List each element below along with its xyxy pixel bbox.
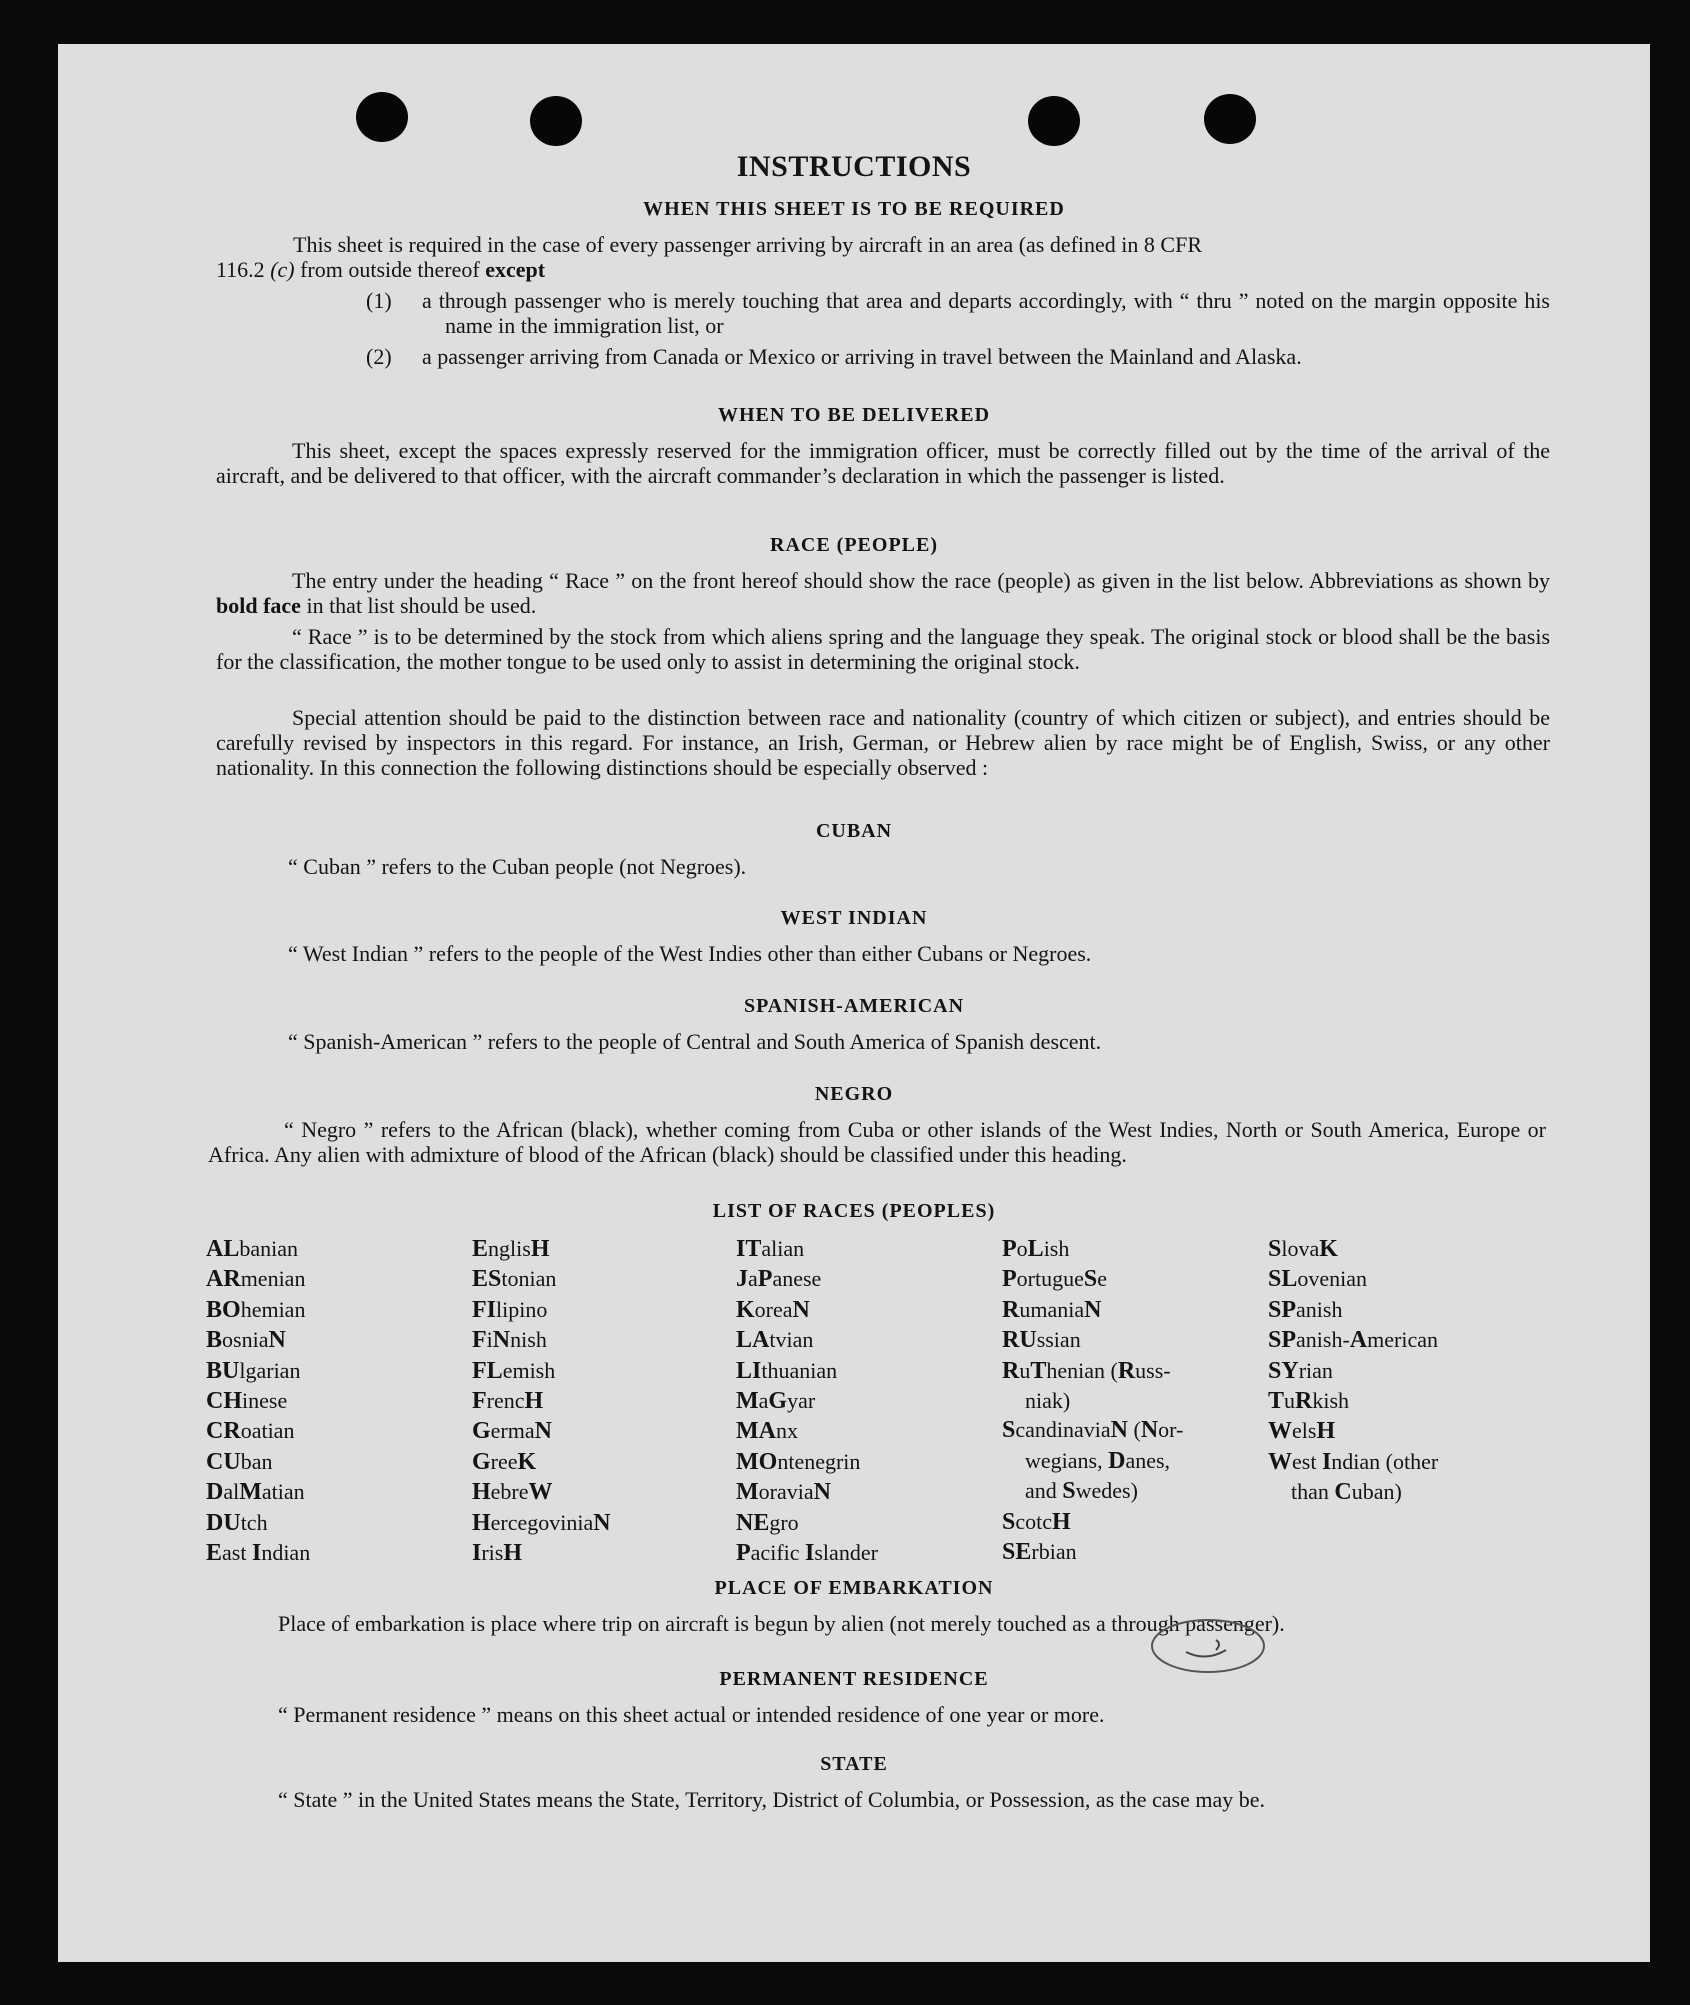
race-entry: HercegoviniaN: [472, 1509, 611, 1536]
heading-race: RACE (PEOPLE): [770, 534, 938, 556]
document-page: [58, 44, 1650, 1962]
race-entry: FrencH: [472, 1388, 544, 1415]
race-entry: East Indian: [206, 1540, 311, 1567]
spanish-american-text: “ Spanish-American ” refers to the people of Central and South America of Spanish descent.: [288, 1029, 1102, 1054]
race-entry: FLemish: [472, 1357, 556, 1384]
race-paragraph-3: Special attention should be paid to the distinction between race and nationality (country of which citizen or subject), and entries should be carefully revised by inspectors in this regard. For instance, an Irish, German, or Hebrew alien by race might be of English, Swiss, or any other nationality. In this connection the following distinctions should be especially observed :: [216, 705, 1550, 780]
race-entry: GermaN: [472, 1418, 552, 1445]
race-entry: NEgro: [736, 1509, 799, 1536]
race-column-3: [736, 1234, 878, 1568]
race-entry: BUlgarian: [206, 1357, 301, 1384]
race-entry: West Indian (other: [1268, 1448, 1439, 1475]
race-entry: EnglisH: [472, 1236, 550, 1262]
race-entry: CRoatian: [206, 1418, 295, 1445]
race-entry: KoreaN: [736, 1296, 810, 1323]
race-entry: SPanish-American: [1268, 1327, 1438, 1354]
race-entry: LIthuanian: [736, 1357, 838, 1384]
heading-permanent-residence: PERMANENT RESIDENCE: [719, 1668, 989, 1690]
race-entry: PoLish: [1002, 1236, 1070, 1262]
race-entry: and Swedes): [1025, 1478, 1138, 1505]
heading-state: STATE: [820, 1753, 888, 1775]
required-line1: This sheet is required in the case of every passenger arriving by aircraft in an area (as defined in 8 CFR: [293, 232, 1203, 257]
race-entry: than Cuban): [1291, 1479, 1402, 1506]
race-entry: IrisH: [472, 1540, 523, 1567]
race-column-4: [1002, 1234, 1183, 1567]
heading-list-of-races: LIST OF RACES (PEOPLES): [712, 1200, 996, 1222]
race-entry: BosniaN: [206, 1327, 286, 1354]
clause-2: a passenger arriving from Canada or Mexico or arriving in travel between the Mainland and Alaska.: [422, 344, 1302, 369]
race-paragraph-2: “ Race ” is to be determined by the stock from which aliens spring and the language they speak. The original stock or blood shall be the basis for the classification, the mother tongue to be used only to assist in determining the original stock.: [216, 624, 1550, 674]
race-entry: MAnx: [736, 1418, 798, 1445]
clause-number: (2): [366, 344, 392, 369]
race-entry: PortugueSe: [1002, 1266, 1107, 1293]
race-entry: MoraviaN: [736, 1479, 831, 1506]
clause-number: (1): [366, 288, 392, 313]
race-entry: ITalian: [736, 1236, 805, 1262]
race-entry: CHinese: [206, 1388, 288, 1415]
race-entry: ScandinaviaN (Nor-: [1002, 1417, 1184, 1444]
race-entry: SYrian: [1268, 1357, 1333, 1384]
race-entry: wegians, Danes,: [1025, 1447, 1171, 1474]
race-entry: MOntenegrin: [736, 1448, 861, 1475]
residence-text: “ Permanent residence ” means on this sheet actual or intended residence of one year or more.: [278, 1702, 1105, 1727]
heading-west-indian: WEST INDIAN: [780, 907, 928, 929]
race-entry: JaPanese: [736, 1266, 822, 1293]
race-entry: LAtvian: [736, 1327, 814, 1354]
race-entry: SErbian: [1002, 1539, 1077, 1566]
heading-negro: NEGRO: [814, 1083, 894, 1105]
race-column-2: [472, 1234, 611, 1568]
race-entry: HebreW: [472, 1479, 553, 1506]
race-entry: SLovenian: [1268, 1266, 1368, 1293]
race-entry: DUtch: [206, 1509, 268, 1536]
race-entry: RumaniaN: [1002, 1296, 1102, 1323]
text: The entry under the heading “ Race ” on the front hereof should show the race (people) as given in the list below. Abbreviations as shown by: [292, 568, 1550, 593]
race-entry: FiNnish: [472, 1327, 547, 1354]
heading-embarkation: PLACE OF EMBARKATION: [714, 1577, 994, 1599]
delivered-paragraph: This sheet, except the spaces expressly reserved for the immigration officer, must be correctly filled out by the time of the arrival of the aircraft, and be delivered to that officer, with the aircraft commander’s declaration in which the passenger is listed.: [216, 438, 1550, 488]
race-entry: FIlipino: [472, 1296, 548, 1323]
text: in that list should be used.: [300, 593, 537, 618]
heading-required: WHEN THIS SHEET IS TO BE REQUIRED: [643, 198, 1065, 220]
race-entry: SlovaK: [1268, 1236, 1338, 1262]
embarkation-paragraph: Place of embarkation is place where trip on aircraft is begun by alien (not merely touched as a through passenger).: [278, 1611, 1285, 1636]
text: except: [485, 257, 546, 282]
page-title: INSTRUCTIONS: [736, 150, 972, 183]
race-entry: RUssian: [1002, 1327, 1081, 1354]
heading-cuban: CUBAN: [815, 820, 893, 842]
race-entry: RuThenian (Russ-: [1002, 1357, 1171, 1384]
race-entry: MaGyar: [736, 1388, 816, 1415]
race-entry: EStonian: [472, 1266, 557, 1293]
cuban-text: “ Cuban ” refers to the Cuban people (not Negroes).: [288, 854, 747, 879]
race-paragraph-1: [216, 568, 1550, 618]
race-entry: ALbanian: [206, 1236, 299, 1262]
west-indian-text: “ West Indian ” refers to the people of the West Indies other than either Cubans or Negroes.: [288, 941, 1092, 966]
negro-paragraph: “ Negro ” refers to the African (black), whether coming from Cuba or other islands of the West Indies, North or South America, Europe or Africa. Any alien with admixture of blood of the African (black) should be classified under this heading.: [208, 1117, 1546, 1167]
required-line2: [216, 257, 1516, 282]
race-entry: niak): [1025, 1388, 1071, 1414]
race-entry: TuRkish: [1268, 1388, 1350, 1415]
race-entry: ARmenian: [206, 1266, 306, 1293]
race-entry: CUban: [206, 1448, 273, 1475]
clause-1: a through passenger who is merely touching that area and departs accordingly, with “ thru ” noted on the margin opposite his name in the immigration list, or: [422, 288, 1550, 338]
race-entry: SPanish: [1268, 1296, 1343, 1323]
race-entry: WelsH: [1268, 1418, 1336, 1445]
race-entry: GreeK: [472, 1448, 537, 1475]
heading-delivered: WHEN TO BE DELIVERED: [717, 404, 991, 426]
text: bold face: [216, 593, 301, 618]
pencil-mark: [1146, 1610, 1276, 1680]
heading-spanish-american: SPANISH-AMERICAN: [743, 995, 965, 1017]
text: (c): [270, 257, 295, 282]
race-entry: ScotcH: [1002, 1508, 1071, 1535]
text: from outside thereof: [294, 257, 486, 282]
race-entry: BOhemian: [206, 1296, 306, 1323]
race-column-1: [206, 1234, 310, 1568]
race-entry: DalMatian: [206, 1479, 305, 1506]
race-entry: Pacific Islander: [736, 1540, 878, 1567]
race-column-5: [1268, 1234, 1438, 1508]
state-paragraph: “ State ” in the United States means the State, Territory, District of Columbia, or Possession, as the case may be.: [278, 1787, 1266, 1812]
text: 116.2: [216, 257, 271, 282]
